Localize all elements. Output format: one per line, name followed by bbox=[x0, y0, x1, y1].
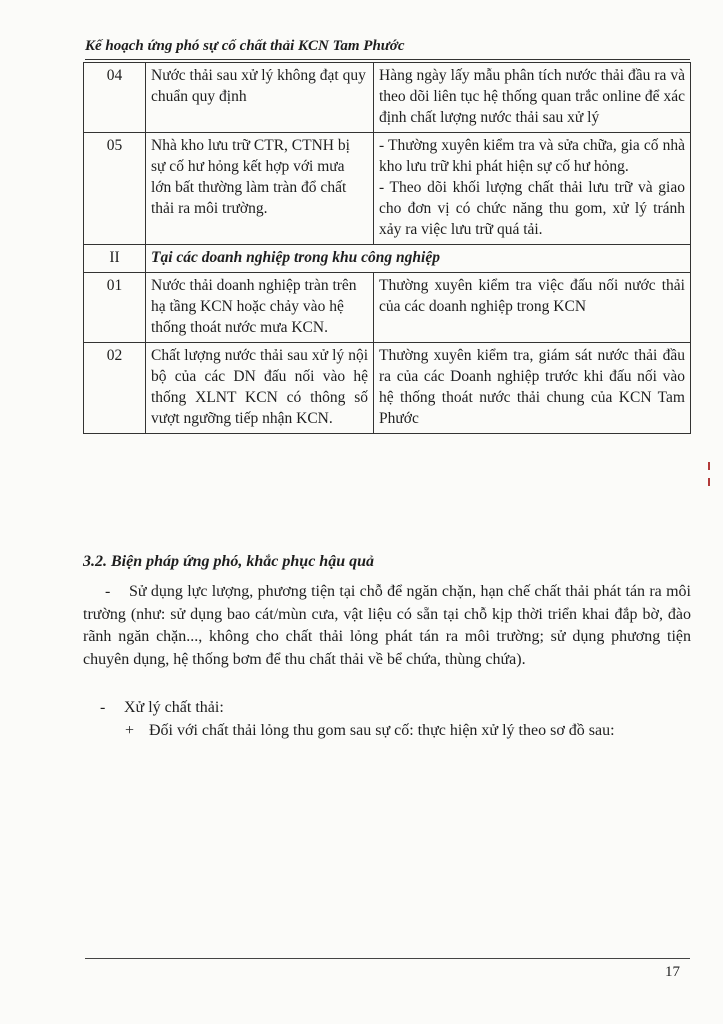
table-row bbox=[84, 273, 691, 343]
incident-cell: Nhà kho lưu trữ CTR, CTNH bị sự cố hư hỏng kết hợp với mưa lớn bất thường làm tràn đổ chất thải ra môi trường. bbox=[146, 133, 374, 245]
measure-cell: Thường xuyên kiểm tra, giám sát nước thải đầu ra của các Doanh nghiệp trước khi đấu nối vào hệ thống thoát nước thải chung của KCN Tam Phước bbox=[374, 343, 691, 434]
row-number: 02 bbox=[84, 343, 146, 434]
measure-cell bbox=[374, 133, 691, 245]
measure-line: - Theo dõi khối lượng chất thải lưu trữ và giao cho đơn vị có chức năng thu gom, xử lý tránh xảy ra việc lưu trữ quá tải. bbox=[379, 179, 685, 238]
paragraph-text: Đối với chất thải lỏng thu gom sau sự cố: thực hiện xử lý theo sơ đồ sau: bbox=[149, 722, 615, 739]
paragraph-bullet bbox=[83, 581, 691, 671]
header-rule bbox=[85, 59, 690, 60]
row-number: 01 bbox=[84, 273, 146, 343]
margin-mark bbox=[708, 462, 710, 470]
measure-cell: Thường xuyên kiểm tra việc đấu nối nước thải của các doanh nghiệp trong KCN bbox=[374, 273, 691, 343]
incident-response-table bbox=[83, 62, 691, 434]
section-number: II bbox=[84, 245, 146, 273]
table-row bbox=[84, 63, 691, 133]
section-heading: Tại các doanh nghiệp trong khu công nghiệp bbox=[146, 245, 691, 273]
document-header-title: Kế hoạch ứng phó sự cố chất thải KCN Tam Phước bbox=[85, 38, 405, 54]
measure-line: - Thường xuyên kiểm tra và sửa chữa, gia cố nhà kho lưu trữ khi phát hiện sự cố hư hỏng. bbox=[379, 137, 685, 175]
table-row bbox=[84, 343, 691, 434]
bullet-marker: + bbox=[125, 722, 135, 739]
bullet-marker: - bbox=[105, 583, 111, 600]
bullet-marker: - bbox=[100, 699, 106, 716]
incident-cell: Nước thải doanh nghiệp tràn trên hạ tầng KCN hoặc chảy vào hệ thống thoát nước mưa KCN. bbox=[146, 273, 374, 343]
table-section-row bbox=[84, 245, 691, 273]
margin-mark bbox=[708, 478, 710, 486]
section-heading-3-2: 3.2. Biện pháp ứng phó, khắc phục hậu quả bbox=[83, 553, 374, 570]
row-number: 05 bbox=[84, 133, 146, 245]
table-row bbox=[84, 133, 691, 245]
measure-cell: Hàng ngày lấy mẫu phân tích nước thải đầu ra và theo dõi liên tục hệ thống quan trắc online để xác định chất lượng nước thải sau xử lý bbox=[374, 63, 691, 133]
paragraph-text: Sử dụng lực lượng, phương tiện tại chỗ để ngăn chặn, hạn chế chất thải phát tán ra môi trường (như: sử dụng bao cát/mùn cưa, vật liệu có sẵn tại chỗ kịp thời triển khai đắp bờ, đào rãnh ngăn chặn..., không cho chất thải lỏng phát tán ra môi trường; sử dụng phương tiện chuyên dụng, hệ thống bơm để thu chất thải về bể chứa, thùng chứa). bbox=[83, 583, 691, 668]
row-number: 04 bbox=[84, 63, 146, 133]
paragraph-text: Xử lý chất thải: bbox=[124, 699, 224, 716]
incident-cell: Chất lượng nước thải sau xử lý nội bộ của các DN đấu nối vào hệ thống XLNT KCN có thông số vượt ngưỡng tiếp nhận KCN. bbox=[146, 343, 374, 434]
paragraph-sub-bullet bbox=[125, 720, 691, 743]
paragraph-bullet bbox=[100, 697, 690, 720]
footer-rule bbox=[85, 958, 690, 959]
page-number: 17 bbox=[665, 964, 680, 980]
incident-cell: Nước thải sau xử lý không đạt quy chuẩn quy định bbox=[146, 63, 374, 133]
